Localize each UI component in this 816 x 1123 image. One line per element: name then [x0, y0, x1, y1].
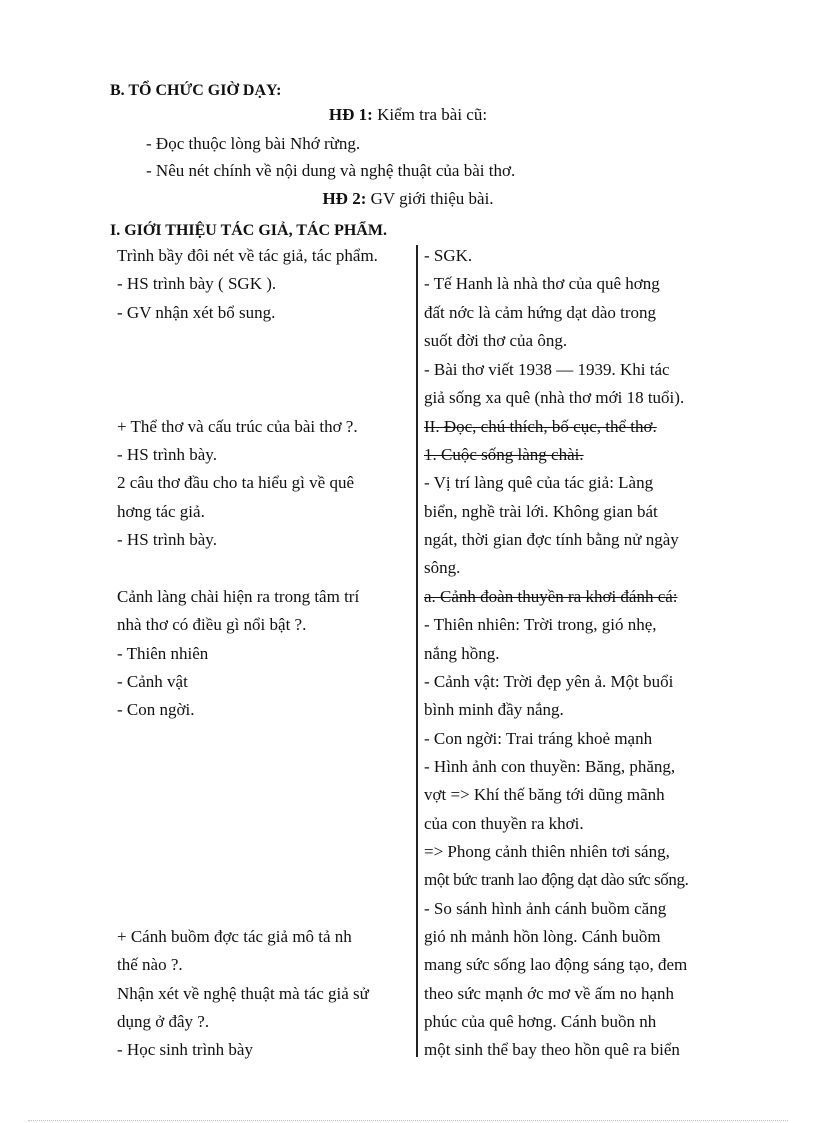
left-line: - HS trình bày ( SGK ).	[117, 274, 277, 293]
section-i-heading: I. GIỚI THIỆU TÁC GIẢ, TÁC PHẨM.	[110, 222, 387, 239]
left-line: - HS trình bày.	[117, 530, 217, 549]
right-line: - Bài thơ viết 1938 — 1939. Khi tác	[424, 360, 670, 379]
left-line: - Con ngời.	[117, 700, 195, 719]
right-line: - Thiên nhiên: Trời trong, gió nhẹ,	[424, 615, 657, 634]
left-line: - Học sinh trình bày	[117, 1040, 253, 1059]
left-line: Nhận xét về nghệ thuật mà tác giả sử	[117, 984, 369, 1003]
right-line: bình minh đầy nắng.	[424, 700, 564, 719]
left-line: - Cảnh vật	[117, 672, 188, 691]
right-line: - So sánh hình ảnh cánh buồm căng	[424, 899, 667, 918]
right-line: vợt => Khí thế băng tới dũng mãnh	[424, 785, 665, 804]
right-line: ngát, thời gian đợc tính bằng nử ngày	[424, 530, 679, 549]
right-line: - Vị trí làng quê của tác giả: Làng	[424, 473, 654, 492]
right-line: một bức tranh lao động dạt dào sức sống.	[424, 870, 689, 889]
right-line: mang sức sống lao động sáng tạo, đem	[424, 955, 688, 974]
left-line: 2 câu thơ đầu cho ta hiểu gì về quê	[117, 473, 354, 492]
right-line: - Cảnh vật: Trời đẹp yên ả. Một buổi	[424, 672, 674, 691]
hd1-line	[0, 104, 816, 126]
page-bottom-rule	[28, 1120, 788, 1121]
right-line: - SGK.	[424, 246, 473, 265]
right-line: gió nh mảnh hồn lòng. Cánh buồm	[424, 927, 661, 946]
right-line: biển, nghề trài lới. Không gian bát	[424, 502, 658, 521]
right-line: sông.	[424, 558, 461, 577]
hd2-line	[0, 188, 816, 210]
left-line: - Thiên nhiên	[117, 644, 209, 663]
right-line: của con thuyền ra khơi.	[424, 814, 584, 833]
left-line: Cảnh làng chài hiện ra trong tâm trí	[117, 587, 360, 606]
right-line: nắng hồng.	[424, 644, 500, 663]
left-line: thế nào ?.	[117, 955, 183, 974]
right-line: đất nớc là cảm hứng dạt dào trong	[424, 303, 657, 322]
left-line: hơng tác giả.	[117, 502, 205, 521]
hd2-text: GV giới thiệu bài.	[366, 189, 494, 208]
right-line: theo sức mạnh ớc mơ về ấm no hạnh	[424, 984, 675, 1003]
right-line: - Con ngời: Trai tráng khoẻ mạnh	[424, 729, 653, 748]
right-line: => Phong cảnh thiên nhiên tơi sáng,	[424, 842, 670, 861]
bullet-1: - Đọc thuộc lòng bài Nhớ rừng.	[146, 134, 361, 153]
right-line-struck: a. Cảnh đoàn thuyền ra khơi đánh cá:	[424, 587, 678, 606]
hd1-text: Kiểm tra bài cũ:	[372, 105, 488, 124]
left-line: + Thể thơ và cấu trúc của bài thơ ?.	[117, 417, 358, 436]
left-line: nhà thơ có điều gì nổi bật ?.	[117, 615, 307, 634]
column-divider	[416, 245, 418, 1057]
right-line: suốt đời thơ của ông.	[424, 331, 568, 350]
right-line: - Tế Hanh là nhà thơ của quê hơng	[424, 274, 660, 293]
right-line: một sinh thể bay theo hồn quê ra biển	[424, 1040, 680, 1059]
hd1-label: HĐ 1:	[328, 105, 373, 124]
right-line: phúc của quê hơng. Cánh buồn nh	[424, 1012, 657, 1031]
left-line: - GV nhận xét bổ sung.	[117, 303, 276, 322]
section-b-heading: B. TỔ CHỨC GIỜ DẠY:	[110, 82, 282, 99]
right-line-struck: II. Đọc, chú thích, bố cục, thể thơ.	[424, 417, 657, 436]
right-line: giả sống xa quê (nhà thơ mới 18 tuổi).	[424, 388, 685, 407]
hd2-label: HĐ 2:	[322, 189, 367, 208]
right-line-struck: 1. Cuộc sống làng chài.	[424, 445, 584, 464]
left-line: Trình bầy đôi nét về tác giả, tác phẩm.	[117, 246, 378, 265]
bullet-2: - Nêu nét chính về nội dung và nghệ thuật của bài thơ.	[146, 161, 516, 180]
right-line: - Hình ảnh con thuyền: Băng, phăng,	[424, 757, 676, 776]
left-line: dụng ở đây ?.	[117, 1012, 210, 1031]
left-line: + Cánh buồm đợc tác giả mô tả nh	[117, 927, 352, 946]
left-line: - HS trình bày.	[117, 445, 217, 464]
